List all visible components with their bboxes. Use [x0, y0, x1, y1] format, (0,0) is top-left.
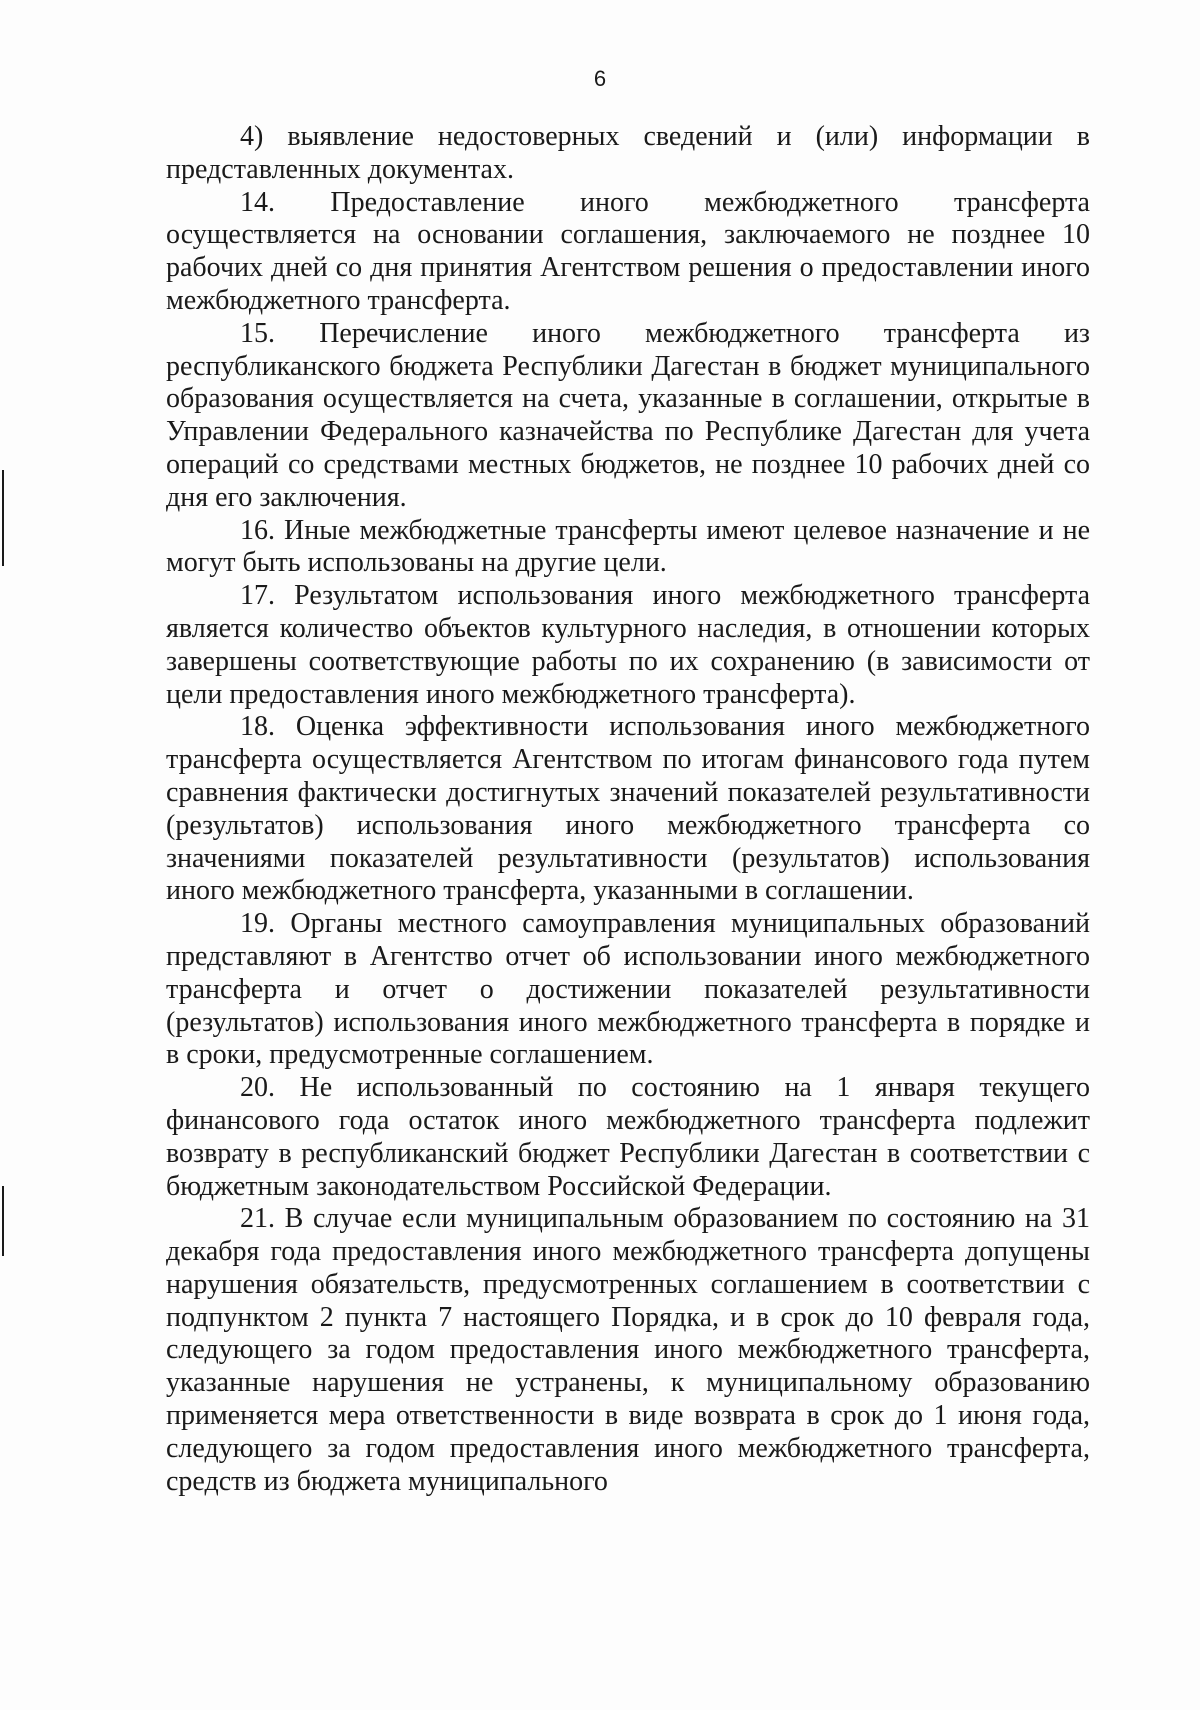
page-number: 6 — [593, 66, 607, 91]
paragraph-16: 16. Иные межбюджетные трансферты имеют целевое назначение и не могут быть использованы на другие цели. — [166, 514, 1090, 579]
paragraph-15: 15. Перечисление иного межбюджетного трансферта из республиканского бюджета Республики Дагестан в бюджет муниципального образования осуществляется на счета, указанные в соглашении, открытые в Управлении Федерального казначейства по Республике Дагестан для учета операций со средствами местных бюджетов, не позднее 10 рабочих дней со дня его заключения. — [166, 317, 1090, 513]
paragraph-19: 19. Органы местного самоуправления муниципальных образований представляют в Агентство отчет об использовании иного межбюджетного трансферта и отчет о достижении показателей результативности (результатов) использования иного межбюджетного трансферта в порядке и в сроки, предусмотренные соглашением. — [166, 908, 1090, 1071]
paragraph-item-4: 4) выявление недостоверных сведений и (или) информации в представленных документах. — [166, 121, 1090, 185]
scan-edge-mark-bottom — [2, 1186, 4, 1256]
paragraph-20: 20. Не использованный по состоянию на 1 января текущего финансового года остаток иного межбюджетного трансферта подлежит возврату в республиканский бюджет Республики Дагестан в соответствии с бюджетным законодательством Российской Федерации. — [166, 1072, 1090, 1202]
paragraph-17: 17. Результатом использования иного межбюджетного трансферта является количество объектов культурного наследия, в отношении которых завершены соответствующие работы по их сохранению (в зависимости от цели предоставления иного межбюджетного трансферта). — [166, 580, 1090, 710]
paragraph-18: 18. Оценка эффективности использования иного межбюджетного трансферта осуществляется Агентством по итогам финансового года путем сравнения фактически достигнутых значений показателей результативности (результатов) использования иного межбюджетного трансферта со значениями показателей результативности (результатов) использования иного межбюджетного трансферта, указанными в соглашении. — [166, 711, 1090, 907]
scan-edge-mark-top — [2, 470, 4, 566]
paragraph-21: 21. В случае если муниципальным образованием по состоянию на 31 декабря года предоставления иного межбюджетного трансферта допущены нарушения обязательств, предусмотренных соглашением в соответствии с подпунктом 2 пункта 7 настоящего Порядка, и в срок до 10 февраля года, следующего за годом предоставления иного межбюджетного трансферта, указанные нарушения не устранены, к муниципальному образованию применяется мера ответственности в виде возврата в срок до 1 июня года, следующего за годом предоставления иного межбюджетного трансферта, средств из бюджета муниципального — [166, 1203, 1090, 1497]
document-body — [166, 121, 1090, 1498]
paragraph-14: 14. Предоставление иного межбюджетного трансферта осуществляется на основании соглашения, заключаемого не позднее 10 рабочих дней со дня принятия Агентством решения о предоставлении иного межбюджетного трансферта. — [166, 186, 1090, 316]
